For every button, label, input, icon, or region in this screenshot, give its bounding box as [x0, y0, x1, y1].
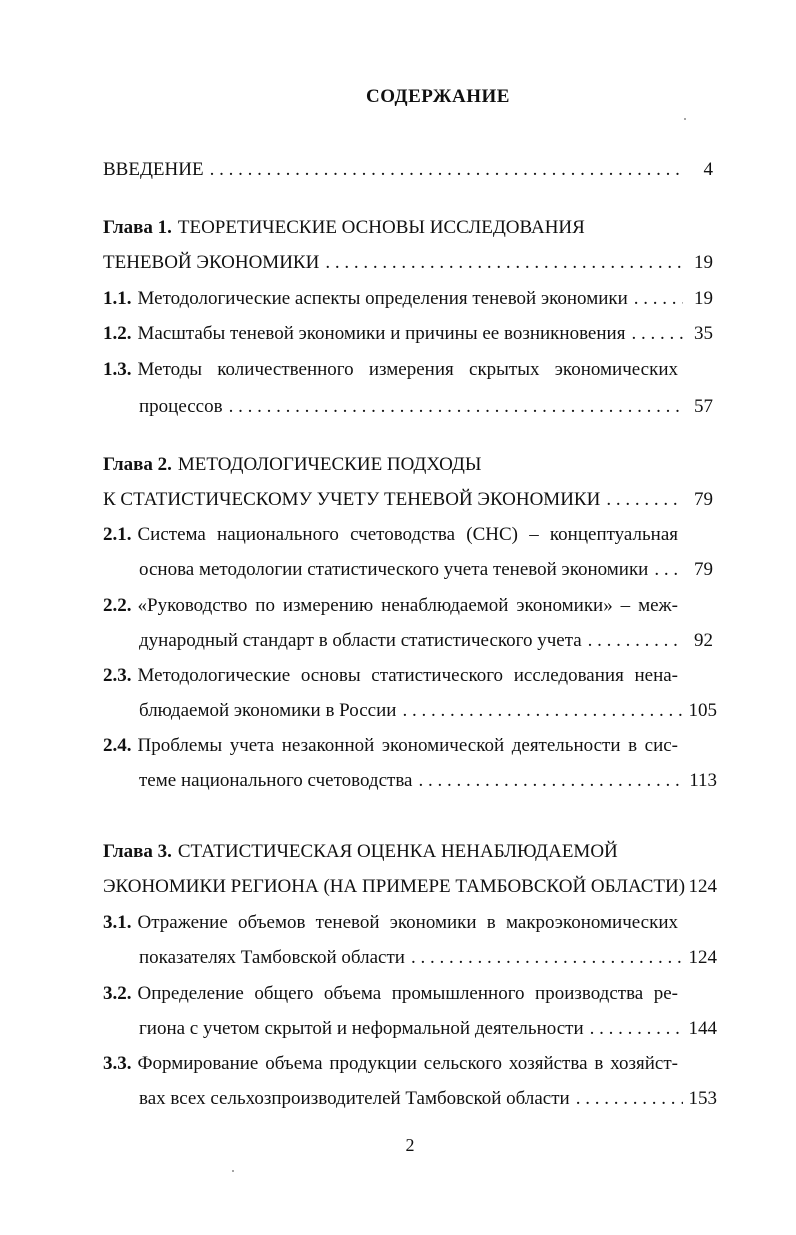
toc-section-3-2[interactable] — [103, 981, 678, 1007]
chapter-title: СТАТИСТИЧЕСКАЯ ОЦЕНКА НЕНАБЛЮДАЕМОЙ — [177, 841, 618, 862]
section-title: Масштабы теневой экономики и причины ее возникновения — [137, 323, 626, 344]
leader-dots — [325, 250, 683, 276]
leader-dots — [590, 1016, 683, 1042]
section-title-continued: дународный стандарт в области статистического учета — [139, 630, 582, 651]
toc-page-number: 144 — [688, 1018, 717, 1039]
toc-section-2-1-continuation[interactable] — [139, 557, 713, 583]
leader-dots — [576, 1086, 683, 1112]
toc-page-number: 113 — [689, 770, 717, 791]
section-number: 2.2. — [103, 595, 132, 616]
leader-dots — [606, 487, 683, 513]
leader-dots — [418, 768, 683, 794]
section-title: Методы количественного измерения скрытых экономических — [137, 359, 678, 380]
toc-section-2-4-continuation[interactable] — [139, 768, 717, 794]
section-title-continued: показателях Тамбовской области — [139, 947, 405, 968]
toc-section-3-2-continuation[interactable] — [139, 1016, 717, 1042]
leader-dots — [654, 557, 683, 583]
scan-speck — [684, 118, 686, 120]
toc-section-2-4[interactable] — [103, 733, 678, 759]
chapter-title: ТЕОРЕТИЧЕСКИЕ ОСНОВЫ ИССЛЕДОВАНИЯ — [177, 217, 585, 238]
toc-entry-text: ВВЕДЕНИЕ — [103, 159, 204, 180]
toc-page-number: 19 — [694, 252, 713, 273]
leader-dots — [210, 157, 683, 183]
toc-page-number: 79 — [694, 559, 713, 580]
toc-chapter-1-continuation[interactable] — [103, 250, 713, 276]
section-number: 3.1. — [103, 912, 132, 933]
chapter-label: Глава 1. — [103, 217, 172, 238]
toc-page-number: 4 — [703, 159, 713, 180]
page-number: 2 — [405, 1135, 415, 1155]
toc-section-2-3-continuation[interactable] — [139, 698, 717, 724]
chapter-title: МЕТОДОЛОГИЧЕСКИЕ ПОДХОДЫ — [177, 454, 482, 475]
leader-dots — [229, 394, 683, 420]
section-title-continued: процессов — [139, 396, 223, 417]
toc-section-2-3[interactable] — [103, 663, 678, 689]
leader-dots — [588, 628, 683, 654]
toc-section-3-3[interactable] — [103, 1051, 678, 1077]
section-title: Система национального счетоводства (СНС) – концептуальная — [137, 524, 678, 545]
chapter-title-continued: ТЕНЕВОЙ ЭКОНОМИКИ — [103, 252, 320, 273]
section-title: Отражение объемов теневой экономики в макроэкономических — [137, 912, 678, 933]
toc-page-number: 35 — [694, 323, 713, 344]
toc-section-1-1[interactable] — [103, 286, 713, 312]
section-title-continued: вах всех сельхозпроизводителей Тамбовской области — [139, 1088, 570, 1109]
toc-section-2-2-continuation[interactable] — [139, 628, 713, 654]
toc-chapter-3-heading[interactable] — [103, 839, 713, 865]
section-number: 1.2. — [103, 323, 132, 344]
scan-speck — [232, 1170, 234, 1172]
section-title: Методологические основы статистического исследования нена- — [137, 665, 678, 686]
toc-page-number: 57 — [694, 396, 713, 417]
chapter-label: Глава 3. — [103, 841, 172, 862]
leader-dots — [402, 698, 682, 724]
toc-chapter-3-continuation[interactable] — [103, 874, 717, 900]
toc-section-1-3-continuation[interactable] — [139, 394, 713, 420]
toc-section-2-2[interactable] — [103, 593, 678, 619]
toc-section-1-3[interactable] — [103, 357, 678, 383]
section-number: 3.3. — [103, 1053, 132, 1074]
chapter-title-continued: К СТАТИСТИЧЕСКОМУ УЧЕТУ ТЕНЕВОЙ ЭКОНОМИКИ — [103, 489, 601, 510]
section-title: Методологические аспекты определения теневой экономики — [137, 288, 628, 309]
toc-entry-intro[interactable] — [103, 157, 713, 183]
toc-section-1-2[interactable] — [103, 321, 713, 347]
leader-dots — [634, 286, 683, 312]
toc-page-number: 124 — [688, 876, 717, 897]
toc-page-number: 105 — [688, 700, 717, 721]
toc-section-3-1[interactable] — [103, 910, 678, 936]
toc-chapter-2-heading[interactable] — [103, 452, 713, 478]
section-number: 1.1. — [103, 288, 132, 309]
section-title: Проблемы учета незаконной экономической деятельности в сис- — [137, 735, 678, 756]
section-title: Определение общего объема промышленного производства ре- — [137, 983, 678, 1004]
toc-section-2-1[interactable] — [103, 522, 678, 548]
section-title: Формирование объема продукции сельского хозяйства в хозяйст- — [137, 1053, 678, 1074]
toc-page-number: 92 — [694, 630, 713, 651]
section-number: 3.2. — [103, 983, 132, 1004]
toc-page-number: 79 — [694, 489, 713, 510]
section-number: 2.3. — [103, 665, 132, 686]
leader-dots — [631, 321, 683, 347]
section-title-continued: основа методологии статистического учета теневой экономики — [139, 559, 649, 580]
section-number: 2.4. — [103, 735, 132, 756]
section-title: «Руководство по измерению ненаблюдаемой экономики» – меж- — [137, 595, 678, 616]
chapter-label: Глава 2. — [103, 454, 172, 475]
toc-section-3-1-continuation[interactable] — [139, 945, 717, 971]
toc-section-3-3-continuation[interactable] — [139, 1086, 717, 1112]
toc-chapter-2-continuation[interactable] — [103, 487, 713, 513]
chapter-title-continued: ЭКОНОМИКИ РЕГИОНА (НА ПРИМЕРЕ ТАМБОВСКОЙ ОБЛАСТИ) — [103, 876, 686, 897]
section-number: 1.3. — [103, 359, 132, 380]
toc-page-number: 19 — [694, 288, 713, 309]
toc-page-number: 124 — [688, 947, 717, 968]
leader-dots — [411, 945, 683, 971]
section-title-continued: блюдаемой экономики в России — [139, 700, 397, 721]
section-title-continued: теме национального счетоводства — [139, 770, 413, 791]
toc-page-number: 153 — [688, 1088, 717, 1109]
section-number: 2.1. — [103, 524, 132, 545]
toc-chapter-1-heading[interactable] — [103, 215, 713, 241]
page-title: СОДЕРЖАНИЕ — [366, 86, 510, 107]
section-title-continued: гиона с учетом скрытой и неформальной деятельности — [139, 1018, 584, 1039]
